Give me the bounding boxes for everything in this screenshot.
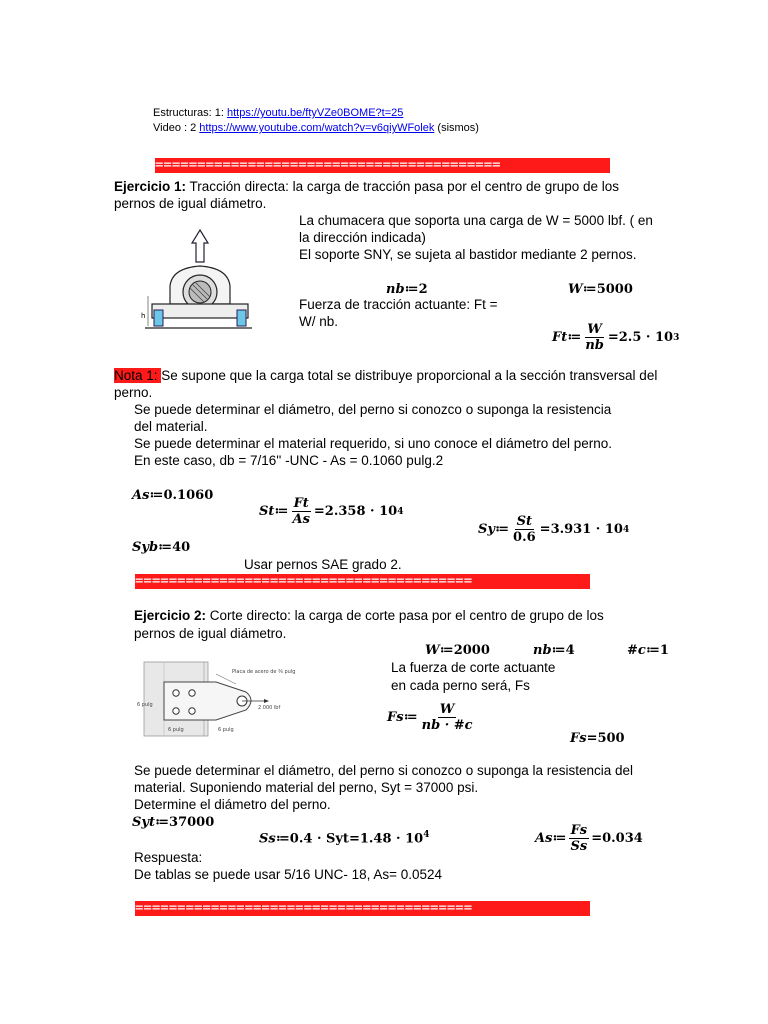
ej2-w-val: 2000	[453, 643, 490, 658]
ej2-c-assign: #c≔1	[627, 643, 669, 658]
ej1-title: Ejercicio 1:	[114, 179, 187, 194]
nota-text-1: Se supone que la carga total se distribuye proporcional a la sección transversal del	[161, 368, 658, 383]
ej2-title-line-2: pernos de igual diámetro.	[134, 626, 287, 641]
ej2-fs-den: nb · #c	[421, 718, 473, 733]
plate-label-force: 2 000 lbf	[258, 705, 281, 711]
ej2-ss-expr: 0.4 · Syt	[289, 831, 349, 847]
ej1-w-var: W	[568, 282, 583, 297]
ej1-nb-assign: nb≔2	[386, 282, 428, 297]
header-line-2	[153, 122, 479, 134]
plate-label-bottom: 6 pulg	[168, 727, 184, 733]
calc1-st-fraction	[290, 496, 311, 527]
ej1-force-1: Fuerza de tracción actuante: Ft =	[299, 297, 498, 312]
separator-bar-3: ========================================	[135, 901, 590, 916]
ej1-nb-val: 2	[418, 282, 428, 297]
ej2-fs-result: Fs=500	[570, 731, 625, 746]
ej1-w-assign: W≔5000	[568, 282, 633, 297]
header-label-1: Estructuras: 1:	[153, 107, 227, 119]
calc1-as-assign: As≔0.1060	[132, 488, 214, 503]
ej1-desc-2: la dirección indicada)	[299, 230, 426, 245]
ej2-w-assign: W≔2000	[425, 643, 490, 658]
ej2-w-var: W	[425, 643, 440, 658]
ej2-syt-val: 37000	[169, 815, 215, 830]
calc1-syb-val: 40	[172, 540, 191, 555]
ej2-ss-var: Ss	[259, 831, 276, 847]
ej1-title-rest: Tracción directa: la carga de tracción pasa por el centro de grupo de los	[186, 179, 620, 194]
youtube-link-1[interactable]: https://youtu.be/ftyVZe0BOME?t=25	[226, 107, 404, 119]
ej2-as-den: Ss	[570, 839, 588, 854]
ej1-title-line	[114, 178, 619, 195]
youtube-link-2[interactable]: https://www.youtube.com/watch?v=v6qiyWFolek	[199, 122, 435, 134]
calc1-sy-formula: Sy ≔ $\frac{St}{0.6}$ = 3.931 · 10 4	[478, 514, 630, 545]
ej1-ft-exp: 3	[673, 332, 680, 343]
ej1-nb-var: nb	[386, 282, 405, 297]
ej2-para-1: Se puede determinar el diámetro, del perno si conozco o suponga la resistencia del	[134, 763, 634, 778]
calc1-syb-assign: Syb≔40	[132, 540, 191, 555]
ej2-nb-val: 4	[565, 643, 575, 658]
ej1-ft-fraction	[583, 322, 606, 353]
calc1-st-formula: St ≔ $\frac{Ft}{As}$ = 2.358 · 10 4	[259, 496, 404, 527]
calc1-sy-den: 0.6	[513, 530, 536, 545]
calc1-sy-fraction	[511, 514, 538, 545]
ej1-ft-den: nb	[585, 338, 604, 353]
ej1-ft-num: W	[587, 322, 602, 337]
plate-label-bottom-2: 6 pulg	[218, 727, 234, 733]
ej2-c-val: 1	[659, 643, 669, 658]
ej2-desc-2: en cada perno será, Fs	[391, 678, 530, 693]
calc1-sy-num: St	[516, 514, 533, 529]
calc1-sy-exp: 4	[622, 524, 630, 535]
plate-label-left: 6 pulg	[137, 702, 153, 708]
calc1-st-var: St	[259, 504, 275, 519]
ej2-nb-assign: nb≔4	[533, 643, 575, 658]
ej1-ft-result: 2.5 · 10	[618, 330, 674, 345]
ej2-respuesta-2: De tablas se puede usar 5/16 UNC- 18, As= 0.0524	[134, 867, 443, 882]
nota-label: Nota 1:	[114, 368, 162, 383]
ej2-as-result: 0.034	[602, 831, 643, 846]
calc1-as-val: 0.1060	[163, 488, 214, 503]
calc1-as-var: As	[132, 488, 150, 503]
ej2-fs-fraction	[420, 702, 475, 733]
nota-line-6: En este caso, db = 7/16'' -UNC - As = 0.1060 pulg.2	[134, 453, 444, 468]
nota-line-4: del material.	[134, 419, 208, 434]
ej2-syt-assign: Syt≔37000	[132, 815, 215, 830]
header-line-1	[153, 107, 403, 119]
ej1-ft-var: Ft	[552, 330, 568, 345]
ej2-nb-var: nb	[533, 643, 552, 658]
pillow-block-figure	[140, 226, 255, 342]
ej2-ss-result: 1.48 · 10	[359, 831, 424, 847]
ej2-ss-exp: 4	[423, 830, 430, 840]
ej2-as-formula: As ≔ $\frac{Fs}{Ss}$ = 0.034	[535, 823, 643, 854]
ej1-desc-1: La chumacera que soporta una carga de W = 5000 lbf. ( en	[299, 213, 653, 228]
ej2-fs-formula: Fs ≔ $\frac{W}{nb \cdot \#c}$	[387, 702, 473, 733]
nota-line-2: perno.	[114, 385, 153, 400]
ej1-w-val: 5000	[596, 282, 633, 297]
separator-bar-1: =========================================	[155, 158, 610, 173]
calc1-sy-result: 3.931 · 10	[550, 522, 623, 537]
ej2-syt-var: Syt	[132, 815, 155, 830]
header-label-2: Video : 2	[153, 122, 200, 134]
ej1-ft-formula: Ft ≔ $\frac{W}{nb}$ = 2.5 · 10 3	[552, 322, 680, 353]
ej2-para-2: material. Suponiendo material del perno, Syt = 37000 psi.	[134, 780, 479, 795]
calc1-st-exp: 4	[397, 506, 404, 517]
separator-bar-2: ========================================	[135, 574, 590, 589]
bolted-plate-figure	[136, 660, 298, 738]
calc1-sy-var: Sy	[478, 522, 495, 537]
ej2-fs-num: W	[439, 702, 455, 717]
ej2-para-3: Determine el diámetro del perno.	[134, 797, 331, 812]
header-suffix-2: (sismos)	[434, 122, 479, 134]
ej1-force-2: W/ nb.	[299, 314, 339, 329]
calc1-usar: Usar pernos SAE grado 2.	[244, 557, 402, 572]
ej2-title: Ejercicio 2:	[134, 608, 207, 623]
ej2-fs-res-var: Fs	[570, 731, 587, 746]
calc1-st-den: As	[292, 512, 310, 527]
ej1-desc-3: El soporte SNY, se sujeta al bastidor mediante 2 pernos.	[299, 247, 637, 262]
ej1-title-line-2: pernos de igual diámetro.	[114, 196, 267, 211]
ej2-fs-res-val: 500	[597, 731, 625, 746]
ej2-c-var: #c	[627, 643, 646, 658]
ej2-as-num: Fs	[570, 823, 588, 838]
ej2-respuesta: Respuesta:	[134, 850, 203, 865]
ej2-as-fraction	[568, 823, 589, 854]
calc1-st-num: Ft	[293, 496, 309, 511]
ej2-title-rest: Corte directo: la carga de corte pasa por el centro de grupo de los	[206, 608, 604, 623]
nota-line-1	[114, 367, 657, 384]
calc1-syb-var: Syb	[132, 540, 159, 555]
calc1-st-result: 2.358 · 10	[324, 504, 398, 519]
ej2-ss-formula: Ss≔0.4 · $Syt=1.48 \cdot 10^4$	[259, 830, 430, 847]
svg-text:h: h	[141, 312, 146, 320]
ej2-desc-1: La fuerza de corte actuante	[391, 660, 556, 675]
ej2-fs-var: Fs	[387, 710, 404, 725]
plate-label-top: Placa de acero de ⅜ pulg	[232, 669, 296, 675]
nota-line-3: Se puede determinar el diámetro, del perno si conozco o suponga la resistencia	[134, 402, 612, 417]
ej2-as-var: As	[535, 831, 553, 846]
nota-line-5: Se puede determinar el material requerido, si uno conoce el diámetro del perno.	[134, 436, 613, 451]
ej2-title-line	[134, 607, 604, 624]
